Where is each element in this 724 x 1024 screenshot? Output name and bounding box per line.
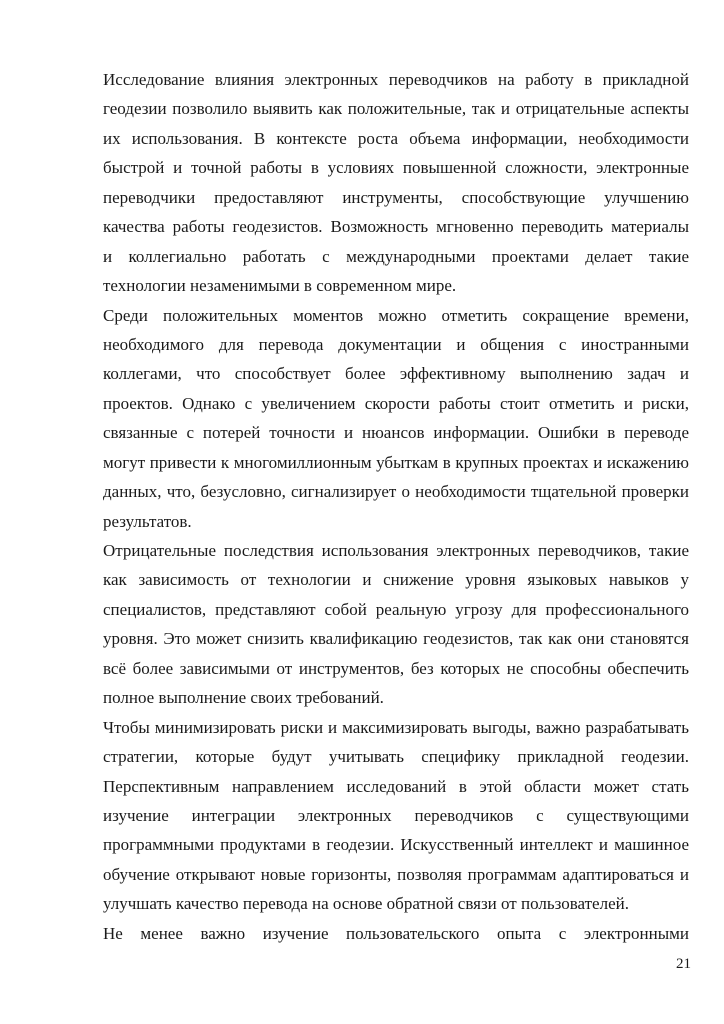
- text-line: улучшать качество перевода на основе обратной связи от пользователей.: [103, 894, 629, 914]
- text-line: и коллегиально работать с международными проектами делает такие: [103, 246, 689, 266]
- text-line: как зависимость от технологии и снижение уровня языковых навыков у: [103, 570, 689, 590]
- text-line: быстрой и точной работы в условиях повышенной сложности, электронные: [103, 158, 689, 178]
- text-line: уровня. Это может снизить квалификацию геодезистов, так как они становятся: [103, 629, 689, 649]
- body-text: [103, 65, 689, 948]
- text-line: изучение интеграции электронных переводчиков с существующими: [103, 805, 689, 825]
- text-line: результатов.: [103, 511, 192, 531]
- text-line: связанные с потерей точности и нюансов информации. Ошибки в переводе: [103, 423, 689, 443]
- text-line: коллегами, что способствует более эффективному выполнению задач и: [103, 364, 689, 384]
- paragraph: [103, 919, 689, 948]
- paragraph: [103, 713, 689, 919]
- text-line: качества работы геодезистов. Возможность мгновенно переводить материалы: [103, 217, 689, 237]
- text-line: Исследование влияния электронных переводчиков на работу в прикладной: [103, 70, 689, 89]
- paragraph: [103, 65, 689, 301]
- text-line: геодезии позволило выявить как положительные, так и отрицательные аспекты: [103, 99, 689, 119]
- text-line: переводчики предоставляют инструменты, способствующие улучшению: [103, 187, 689, 207]
- text-line: полное выполнение своих требований.: [103, 688, 384, 708]
- text-line: проектов. Однако с увеличением скорости работы стоит отметить и риски,: [103, 393, 689, 413]
- text-line: Перспективным направлением исследований в этой области может стать: [103, 776, 689, 796]
- paragraph: [103, 301, 689, 537]
- text-line: могут привести к многомиллионным убыткам в крупных проектах и искажению: [103, 452, 689, 472]
- text-line: программными продуктами в геодезии. Искусственный интеллект и машинное: [103, 835, 689, 855]
- text-line: технологии незаменимыми в современном мире.: [103, 276, 457, 296]
- text-line: их использования. В контексте роста объема информации, необходимости: [103, 128, 689, 148]
- text-line: необходимого для перевода документации и общения с иностранными: [103, 334, 689, 354]
- text-line: данных, что, безусловно, сигнализирует о необходимости тщательной проверки: [103, 482, 689, 502]
- text-line: Отрицательные последствия использования электронных переводчиков, такие: [103, 541, 689, 560]
- text-line: всё более зависимыми от инструментов, без которых не способны обеспечить: [103, 658, 689, 678]
- text-line: Чтобы минимизировать риски и максимизировать выгоды, важно разрабатывать: [103, 717, 689, 737]
- text-line: Среди положительных моментов можно отметить сокращение времени,: [103, 305, 689, 325]
- text-line: обучение открывают новые горизонты, позволяя программам адаптироваться и: [103, 864, 689, 884]
- text-line: стратегии, которые будут учитывать специфику прикладной геодезии.: [103, 747, 689, 767]
- paragraph: [103, 536, 689, 713]
- text-line: Не менее важно изучение пользовательского опыта с электронными: [103, 923, 689, 943]
- text-line: специалистов, представляют собой реальную угрозу для профессионального: [103, 599, 689, 619]
- page-number: 21: [676, 956, 691, 972]
